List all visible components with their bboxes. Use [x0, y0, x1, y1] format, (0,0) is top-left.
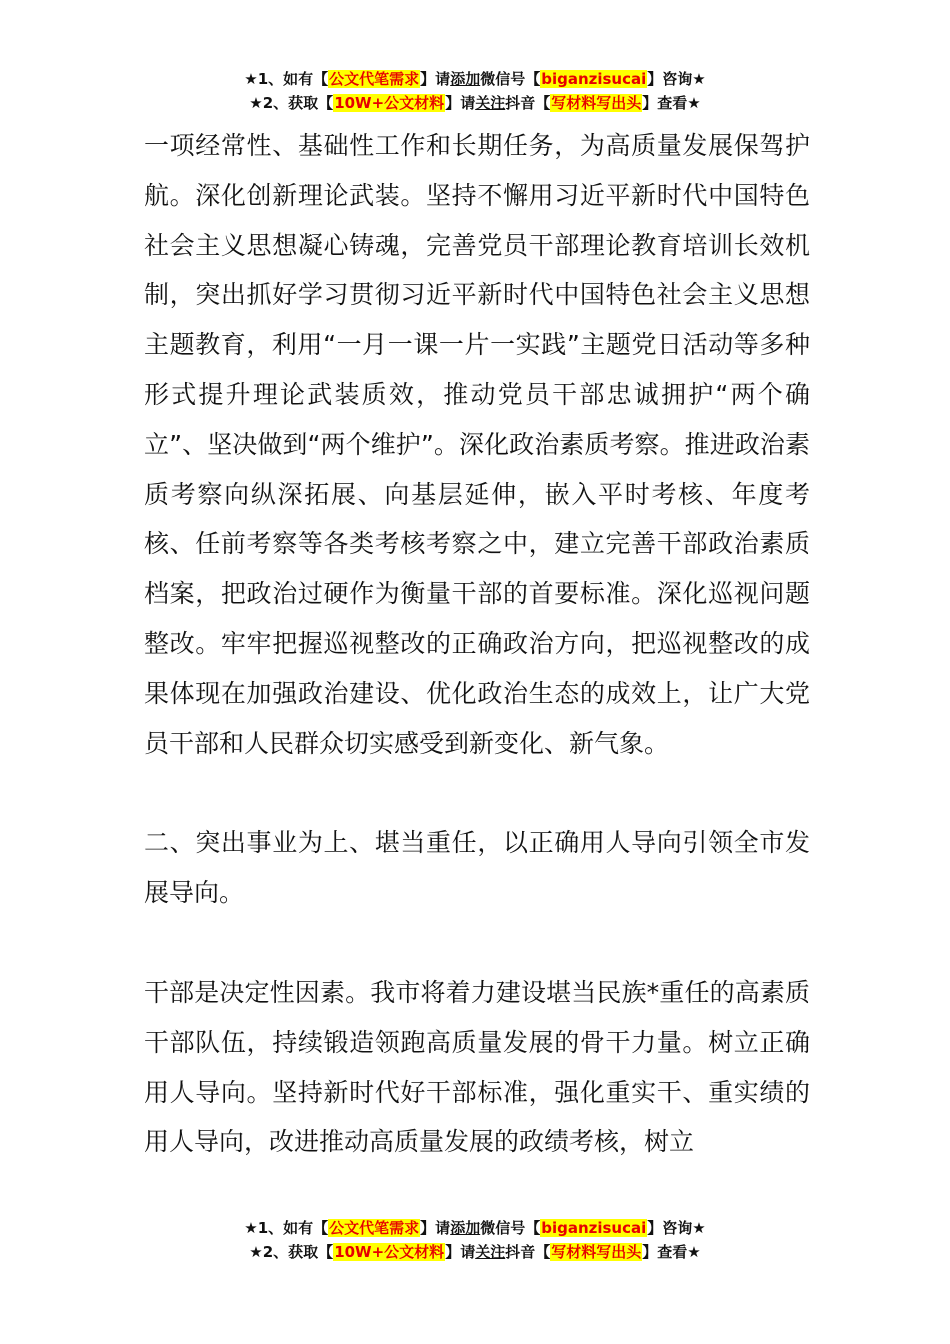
banner-text: 】请	[420, 1219, 451, 1237]
banner-line-2	[0, 1240, 950, 1264]
paragraph-2: 干部是决定性因素。我市将着力建设堪当民族*重任的高素质干部队伍，持续锻造领跑高质量发展的骨干力量。树立正确用人导向。坚持新时代好干部标准，强化重实干、重实绩的用人导向，改进推动高质量发展的政绩考核，树立	[144, 977, 810, 1157]
banner-text: 抖音【	[505, 94, 551, 112]
footer-banner	[0, 1216, 950, 1264]
banner-line-2	[0, 91, 950, 115]
underlined-word: 添加	[450, 70, 481, 88]
underlined-word: 关注	[475, 94, 506, 112]
section-heading-2: 二、突出事业为上、堪当重任，以正确用人导向引领全市发展导向。	[144, 828, 810, 908]
highlight-wechat-id: biganzisucai	[541, 70, 647, 88]
banner-text: 】请	[445, 94, 476, 112]
paragraph-1: 一项经常性、基础性工作和长期任务，为高质量发展保驾护航。深化创新理论武装。坚持不懈用习近平新时代中国特色社会主义思想凝心铸魂，完善党员干部理论教育培训长效机制，突出抓好学习贯彻习近平新时代中国特色社会主义思想主题教育，利用“一月一课一片一实践”主题党日活动等多种形式提升理论武装质效，推动党员干部忠诚拥护“两个确立”、坚决做到“两个维护”。深化政治素质考察。推进政治素质考察向纵深拓展、向基层延伸，嵌入平时考核、年度考核、任前考察等各类考核考察之中，建立完善干部政治素质档案，把政治过硬作为衡量干部的首要标准。深化巡视问题整改。牢牢把握巡视整改的正确政治方向，把巡视整改的成果体现在加强政治建设、优化政治生态的成效上，让广大党员干部和人民群众切实感受到新变化、新气象。	[144, 131, 810, 758]
highlight-douyin: 写材料写出头	[551, 94, 642, 112]
underlined-word: 添加	[450, 1219, 481, 1237]
banner-line-1	[0, 67, 950, 91]
banner-text: ★2、获取【	[249, 94, 334, 112]
banner-text: ★1、如有【	[244, 1219, 329, 1237]
banner-text: 】咨询★	[647, 70, 706, 88]
highlight-materials: 10W+公文材料	[334, 94, 445, 112]
header-banner	[0, 67, 950, 115]
spacer	[144, 918, 810, 968]
document-body	[144, 121, 810, 1167]
banner-text: 微信号【	[480, 70, 541, 88]
banner-text: 抖音【	[505, 1243, 551, 1261]
highlight-douyin: 写材料写出头	[551, 1243, 642, 1261]
highlight-service: 公文代笔需求	[329, 70, 420, 88]
banner-text: 】查看★	[642, 1243, 701, 1261]
banner-text: ★1、如有【	[244, 70, 329, 88]
banner-text: 】请	[420, 70, 451, 88]
highlight-wechat-id: biganzisucai	[541, 1219, 647, 1237]
spacer	[144, 768, 810, 818]
banner-line-1	[0, 1216, 950, 1240]
underlined-word: 关注	[475, 1243, 506, 1261]
banner-text: 微信号【	[480, 1219, 541, 1237]
highlight-materials: 10W+公文材料	[334, 1243, 445, 1261]
banner-text: 】查看★	[642, 94, 701, 112]
banner-text: ★2、获取【	[249, 1243, 334, 1261]
banner-text: 】请	[445, 1243, 476, 1261]
banner-text: 】咨询★	[647, 1219, 706, 1237]
highlight-service: 公文代笔需求	[329, 1219, 420, 1237]
